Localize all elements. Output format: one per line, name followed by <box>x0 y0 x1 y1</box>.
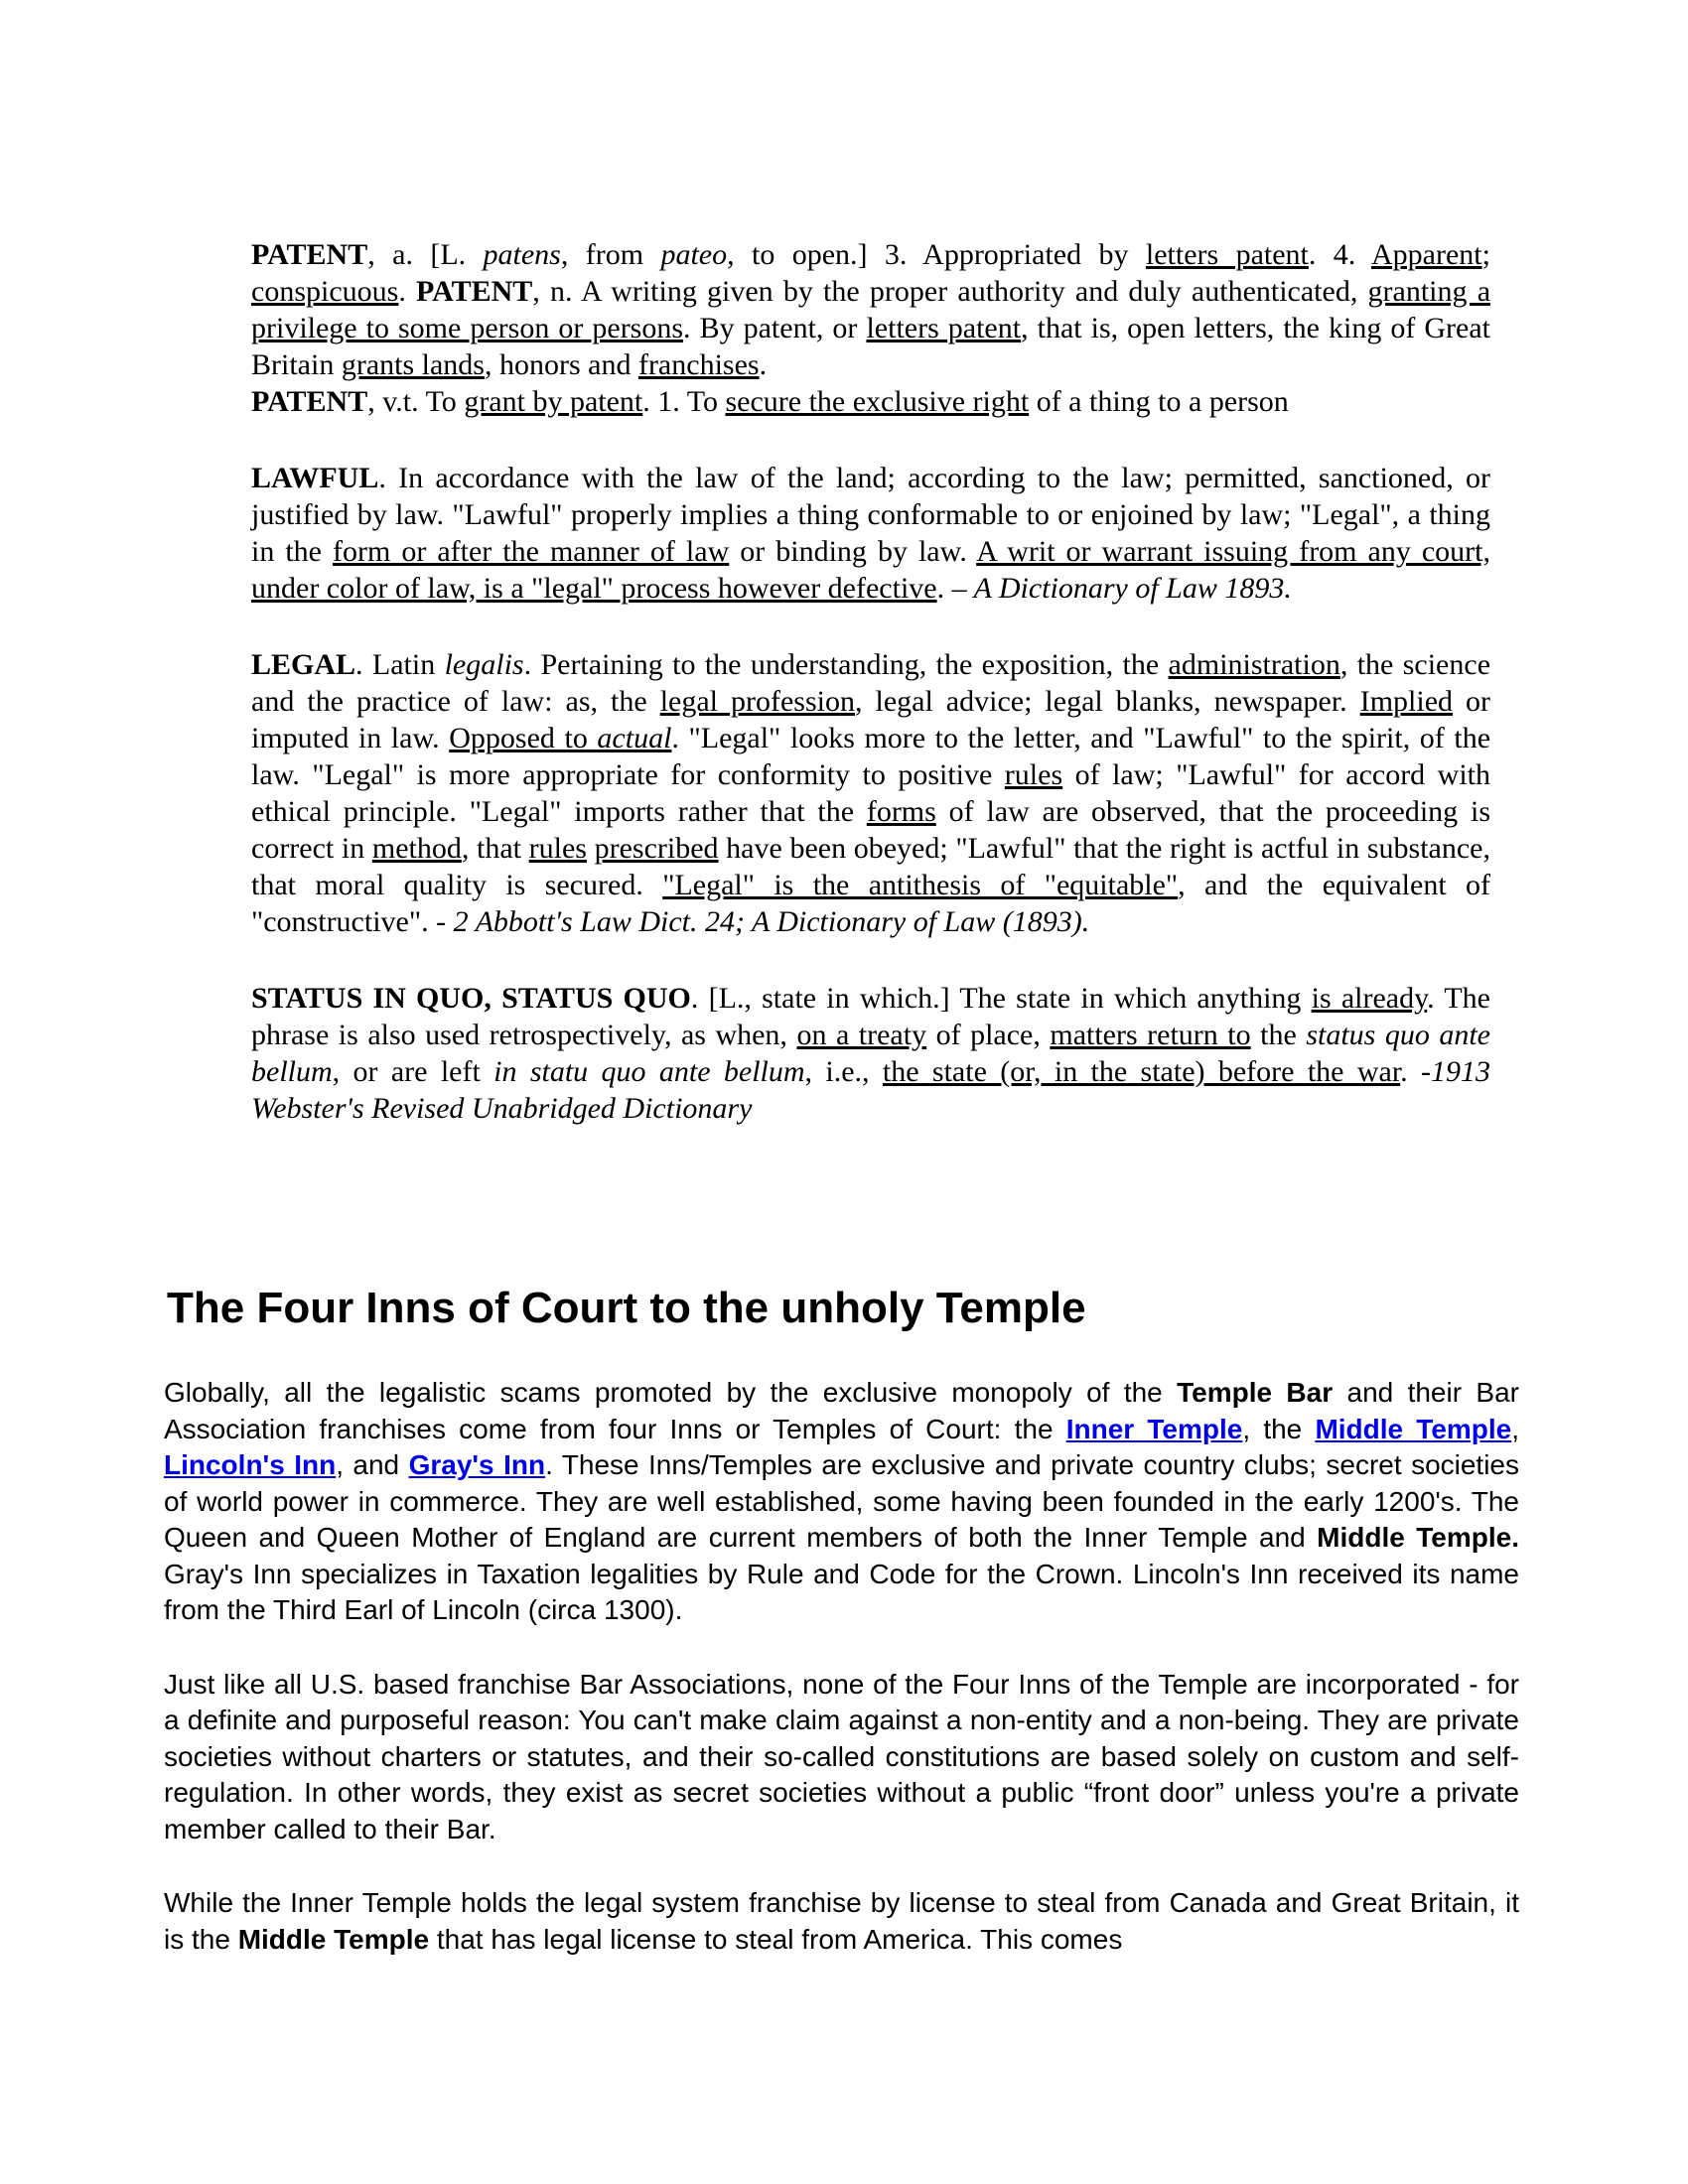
definition-status-quo <box>251 980 1490 1127</box>
text-segment: legalis <box>444 648 524 681</box>
text-segment: franchises <box>637 348 760 381</box>
text-segment: . <box>936 572 952 605</box>
inner-temple-link[interactable]: Inner Temple <box>1065 1413 1243 1444</box>
text-segment: , honors and <box>484 348 638 381</box>
text-segment: method <box>371 832 462 865</box>
text-segment: . By patent, or <box>683 312 867 344</box>
text-segment: PATENT <box>251 238 368 271</box>
text-segment: or binding by law. <box>729 535 977 568</box>
text-segment: that has legal license to steal from America. This comes <box>429 1923 1123 1955</box>
text-segment: LEGAL <box>251 648 356 681</box>
text-segment <box>587 832 595 865</box>
text-segment: Apparent <box>1371 238 1482 271</box>
text-segment: rules <box>528 832 587 865</box>
paragraph-four-inns-intro <box>164 1375 1519 1629</box>
lincolns-inn-link[interactable]: Lincoln's Inn <box>164 1449 337 1480</box>
text-segment: Temple Bar <box>1177 1377 1334 1408</box>
text-segment: , and the equivalent of "constructive". - <box>251 869 1490 938</box>
definition-legal <box>251 646 1490 940</box>
text-segment: . Latin <box>355 648 445 681</box>
text-segment: , to open.] 3. Appropriated by <box>727 238 1146 271</box>
text-segment: While the Inner Temple holds the legal system franchise by license to steal from Canada and Great Britain, it is the <box>164 1887 1519 1955</box>
text-segment: Globally, all the legalistic scams promoted by the exclusive monopoly of the <box>164 1377 1178 1408</box>
text-segment: . 4. <box>1308 238 1371 271</box>
text-segment: , and <box>336 1449 409 1480</box>
dictionary-definitions-section <box>251 236 1490 1166</box>
text-segment: matters return to <box>1050 1019 1251 1051</box>
text-segment: the state (or, in the state) before the war <box>882 1055 1401 1088</box>
grays-inn-link[interactable]: Gray's Inn <box>408 1449 546 1480</box>
text-segment: of law; "Lawful" for accord with ethical principle. "Legal" imports rather that the <box>251 758 1490 828</box>
text-segment: , i.e., <box>804 1055 883 1088</box>
text-segment: Just like all U.S. based franchise Bar Associations, none of the Four Inns of the Temple are incorporated - for a definite and purposeful reason: You can't make claim against a non-entity and a non-being. They are private societies without charters or statutes, and their so-called constitutions are based solely on custom and self-regulation. In other words, they exist as secret societies without a public “front door” unless you're a private member called to their Bar. <box>164 1668 1519 1844</box>
text-segment: of place, <box>926 1019 1051 1051</box>
text-segment: Gray's Inn specializes in Taxation legalities by Rule and Code for the Crown. Lincoln's Inn received its name from the Third Earl of Lincoln (circa 1300). <box>164 1558 1519 1625</box>
text-segment: actual <box>597 722 672 754</box>
text-segment: have been obeyed; "Lawful" that the right is actful in substance, that moral quality is secured. <box>251 832 1490 901</box>
text-segment: STATUS IN QUO, STATUS QUO <box>251 982 691 1015</box>
text-segment: . In accordance with the law of the land; according to the law; permitted, sanctioned, or justified by law. "Lawful" properly implies a thing conformable to or enjoined by law; "Legal", a thing in the <box>251 462 1490 568</box>
text-segment: , that is, open letters, the king of Great Britain <box>251 312 1490 381</box>
text-segment: , that <box>461 832 529 865</box>
text-segment: granting a privilege to some person or persons <box>251 275 1491 344</box>
text-segment: -1913 Webster's Revised Unabridged Dictionary <box>251 1055 1491 1125</box>
text-segment: prescribed <box>594 832 719 865</box>
text-segment: the <box>1250 1019 1307 1051</box>
text-segment: is already <box>1311 982 1428 1015</box>
text-segment: forms <box>866 795 936 828</box>
text-segment: PATENT <box>416 275 533 308</box>
text-segment: of law are observed, that the proceeding is correct in <box>251 795 1490 865</box>
text-segment: , the <box>1242 1413 1316 1444</box>
text-segment: , v.t. To <box>367 385 465 418</box>
text-segment: status quo ante bellum <box>251 1019 1490 1088</box>
text-segment: . <box>759 348 768 381</box>
text-segment: LAWFUL <box>251 462 379 494</box>
text-segment: , <box>1511 1413 1520 1444</box>
text-segment: PATENT <box>251 385 368 418</box>
text-segment: legal profession <box>659 685 855 718</box>
article-body-section <box>164 1375 1519 1995</box>
text-segment: secure the exclusive right <box>725 385 1030 418</box>
text-segment: Middle Temple <box>237 1923 430 1955</box>
text-segment: – A Dictionary of Law 1893. <box>951 572 1292 605</box>
text-segment: 2 Abbott's Law Dict. 24; A Dictionary of Law (1893). <box>453 905 1090 938</box>
middle-temple-link[interactable]: Middle Temple <box>1315 1413 1512 1444</box>
text-segment: administration <box>1168 648 1340 681</box>
text-segment: A writ or warrant issuing from any court, under color of law, is a "legal" process however defective <box>251 535 1490 605</box>
text-segment: Opposed to <box>449 722 598 754</box>
text-segment: ; <box>1481 238 1490 271</box>
text-segment: patens <box>483 238 561 271</box>
text-segment: in statu quo ante bellum <box>493 1055 805 1088</box>
text-segment: , a. [L. <box>367 238 484 271</box>
text-segment: . [L., state in which.] The state in which anything <box>690 982 1312 1015</box>
page-title: The Four Inns of Court to the unholy Temple <box>167 1284 1086 1332</box>
text-segment: . The phrase is also used retrospectively, as when, <box>251 982 1490 1051</box>
text-segment: , from <box>560 238 661 271</box>
text-segment: grants lands <box>341 348 485 381</box>
paragraph-not-incorporated <box>164 1667 1519 1848</box>
text-segment: Middle Temple. <box>1317 1522 1519 1553</box>
paragraph-middle-temple-license <box>164 1885 1519 1958</box>
definition-lawful <box>251 460 1490 607</box>
text-segment: conspicuous <box>251 275 399 308</box>
definition-patent <box>251 236 1490 420</box>
text-segment: grant by patent <box>464 385 643 418</box>
text-segment: Implied <box>1359 685 1454 718</box>
text-segment: . <box>1400 1055 1422 1088</box>
text-segment: letters patent <box>1145 238 1309 271</box>
text-segment: . These Inns/Temples are exclusive and private country clubs; secret societies of world power in commerce. They are well established, some having been founded in the early 1200's. The Queen and Queen Mother of England are current members of both the Inner Temple and <box>164 1449 1520 1553</box>
text-segment: "Legal" is the antithesis of "equitable" <box>662 869 1179 901</box>
text-segment: on a treaty <box>796 1019 927 1051</box>
text-segment: letters patent <box>866 312 1022 344</box>
text-segment: form or after the manner of law <box>333 535 730 568</box>
text-segment: rules <box>1004 758 1063 791</box>
text-segment: . <box>398 275 417 308</box>
text-segment: , or are left <box>332 1055 494 1088</box>
text-segment: pateo <box>660 238 728 271</box>
text-segment: , the science and the practice of law: as, the <box>251 648 1491 718</box>
text-segment: . "Legal" looks more to the letter, and "Lawful" to the spirit, of the law. "Legal" is more appropriate for conformity to positive <box>251 722 1491 791</box>
text-segment: , legal advice; legal blanks, newspaper. <box>855 685 1360 718</box>
text-segment: and their Bar Association franchises come from four Inns or Temples of Court: the <box>164 1377 1519 1444</box>
text-segment: or imputed in law. <box>251 685 1491 754</box>
text-segment: of a thing to a person <box>1029 385 1289 418</box>
text-segment: , n. A writing given by the proper authority and duly authenticated, <box>532 275 1368 308</box>
text-segment: . Pertaining to the understanding, the exposition, the <box>523 648 1169 681</box>
text-segment: . 1. To <box>642 385 726 418</box>
